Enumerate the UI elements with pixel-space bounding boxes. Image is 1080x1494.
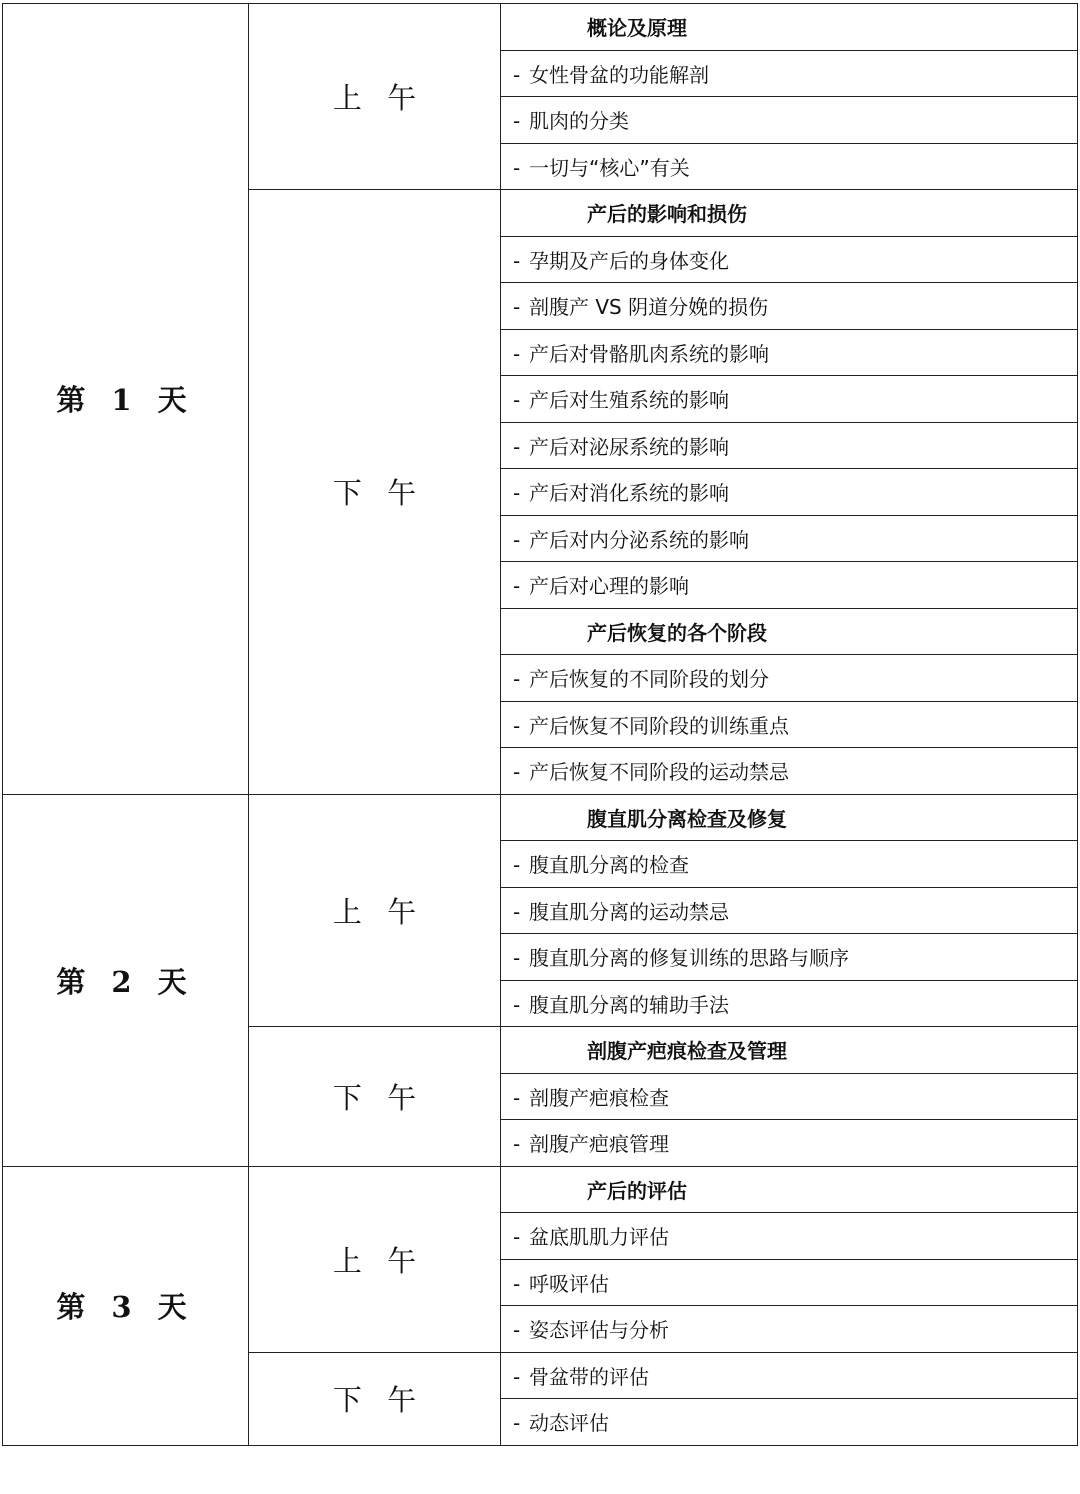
day-label: 第 2 天	[3, 794, 249, 1166]
topic-item	[501, 329, 1078, 376]
topic-text: 孕期及产后的身体变化	[529, 248, 729, 273]
item-bullet: -	[513, 946, 521, 971]
topic-item	[501, 841, 1078, 888]
item-bullet: -	[513, 1411, 521, 1436]
item-bullet: -	[513, 760, 521, 785]
item-bullet: -	[513, 667, 521, 692]
topic-text: 产后恢复的不同阶段的划分	[529, 667, 769, 692]
topic-item	[501, 655, 1078, 702]
period-label: 下 午	[249, 190, 501, 795]
topic-text: 姿态评估与分析	[529, 1318, 669, 1343]
topic-text: 一切与“核心”有关	[529, 155, 690, 180]
section-heading: 腹直肌分离检查及修复	[501, 794, 1078, 841]
topic-item	[501, 283, 1078, 330]
topic-item	[501, 97, 1078, 144]
item-bullet: -	[513, 434, 521, 459]
topic-text: 肌肉的分类	[529, 109, 629, 134]
item-bullet: -	[513, 713, 521, 738]
topic-item	[501, 887, 1078, 934]
item-bullet: -	[513, 899, 521, 924]
topic-text: 剖腹产疤痕检查	[529, 1085, 669, 1110]
topic-item	[501, 980, 1078, 1027]
topic-text: 产后对泌尿系统的影响	[529, 434, 729, 459]
topic-item	[501, 1259, 1078, 1306]
topic-text: 动态评估	[529, 1411, 609, 1436]
item-bullet: -	[513, 1225, 521, 1250]
topic-item	[501, 236, 1078, 283]
item-bullet: -	[513, 248, 521, 273]
item-bullet: -	[513, 1085, 521, 1110]
section-heading: 产后的评估	[501, 1166, 1078, 1213]
item-bullet: -	[513, 527, 521, 552]
topic-text: 腹直肌分离的修复训练的思路与顺序	[529, 946, 849, 971]
day-label: 第 3 天	[3, 1166, 249, 1445]
course-schedule-table	[2, 3, 1078, 1446]
topic-text: 产后对生殖系统的影响	[529, 388, 729, 413]
topic-text: 骨盆带的评估	[529, 1364, 649, 1389]
section-row	[3, 794, 1078, 841]
period-label: 上 午	[249, 1166, 501, 1352]
topic-text: 腹直肌分离的辅助手法	[529, 992, 729, 1017]
topic-text: 腹直肌分离的运动禁忌	[529, 899, 729, 924]
day-label: 第 1 天	[3, 4, 249, 795]
item-bullet: -	[513, 1271, 521, 1296]
topic-text: 产后对心理的影响	[529, 574, 689, 599]
period-label: 上 午	[249, 4, 501, 190]
topic-item	[501, 469, 1078, 516]
topic-item	[501, 422, 1078, 469]
topic-item	[501, 934, 1078, 981]
topic-item	[501, 1213, 1078, 1260]
item-bullet: -	[513, 155, 521, 180]
section-heading: 产后的影响和损伤	[501, 190, 1078, 237]
topic-text: 女性骨盆的功能解剖	[529, 62, 709, 87]
topic-item	[501, 376, 1078, 423]
topic-item	[501, 50, 1078, 97]
item-bullet: -	[513, 1318, 521, 1343]
section-heading: 产后恢复的各个阶段	[501, 608, 1078, 655]
period-label: 下 午	[249, 1027, 501, 1167]
section-heading: 概论及原理	[501, 4, 1078, 51]
item-bullet: -	[513, 992, 521, 1017]
schedule-body	[3, 4, 1078, 1446]
item-bullet: -	[513, 109, 521, 134]
topic-item	[501, 1306, 1078, 1353]
item-bullet: -	[513, 1132, 521, 1157]
item-bullet: -	[513, 574, 521, 599]
topic-item	[501, 1352, 1078, 1399]
item-bullet: -	[513, 1364, 521, 1389]
item-bullet: -	[513, 853, 521, 878]
topic-item	[501, 1399, 1078, 1446]
topic-item	[501, 143, 1078, 190]
topic-text: 产后对消化系统的影响	[529, 481, 729, 506]
item-bullet: -	[513, 62, 521, 87]
topic-item	[501, 515, 1078, 562]
item-bullet: -	[513, 341, 521, 366]
topic-item	[501, 562, 1078, 609]
topic-text: 产后恢复不同阶段的运动禁忌	[529, 760, 789, 785]
item-bullet: -	[513, 481, 521, 506]
topic-text: 产后对骨骼肌肉系统的影响	[529, 341, 769, 366]
topic-item	[501, 748, 1078, 795]
topic-text: 呼吸评估	[529, 1271, 609, 1296]
topic-text: 产后恢复不同阶段的训练重点	[529, 713, 789, 738]
topic-item	[501, 701, 1078, 748]
section-heading: 剖腹产疤痕检查及管理	[501, 1027, 1078, 1074]
period-label: 上 午	[249, 794, 501, 1027]
period-label: 下 午	[249, 1352, 501, 1445]
topic-text: 腹直肌分离的检查	[529, 853, 689, 878]
topic-item	[501, 1073, 1078, 1120]
topic-text: 剖腹产 VS 阴道分娩的损伤	[529, 295, 769, 320]
topic-text: 剖腹产疤痕管理	[529, 1132, 669, 1157]
topic-item	[501, 1120, 1078, 1167]
item-bullet: -	[513, 295, 521, 320]
item-bullet: -	[513, 388, 521, 413]
topic-text: 盆底肌肌力评估	[529, 1225, 669, 1250]
section-row	[3, 1166, 1078, 1213]
topic-text: 产后对内分泌系统的影响	[529, 527, 749, 552]
section-row	[3, 4, 1078, 51]
